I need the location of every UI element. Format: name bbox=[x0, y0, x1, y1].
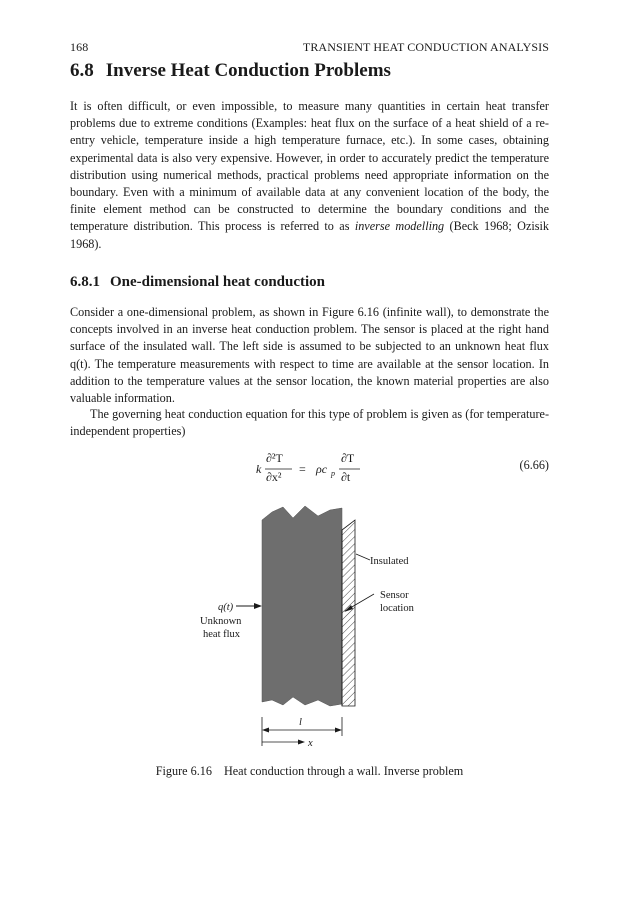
eq-rhs-coef: ρc bbox=[316, 462, 328, 476]
label-flux-q: q(t) bbox=[218, 602, 234, 613]
eq-rhs-num: ∂T bbox=[341, 451, 355, 465]
paragraph-3-text: The governing heat conduction equation for this type of problem is given as (for temperature-independent properties) bbox=[70, 407, 549, 439]
label-insulated: Insulated bbox=[370, 556, 409, 567]
page-number: 168 bbox=[70, 40, 89, 54]
body-paragraph-2: Consider a one-dimensional problem, as shown in Figure 6.16 (infinite wall), to demonstrate the concepts involved in an inverse heat conduction problem. The sensor is placed at the right hand surface of the insulated wall. The left side is assumed to be subjected to an unknown heat flux q(t). The temperature measurements with respect to time are available at the sensor location. In addition to the temperature values at the sensor location, the known material properties are also valuable information. bbox=[70, 305, 549, 406]
eq-rhs-den: ∂t bbox=[341, 470, 351, 484]
label-flux-unknown: Unknown bbox=[200, 616, 242, 627]
label-x: x bbox=[308, 738, 313, 749]
intro-text-2: (Beck 1968; Ozisik 1968). bbox=[70, 219, 549, 251]
equation-number: (6.66) bbox=[519, 458, 549, 472]
intro-text-1: It is often difficult, or even impossible, to measure many quantities in certain heat transfer problems due to extreme conditions (Examples: heat flux on the surface of a heat shield of a re-entry vehicle, temperature inside a high temperature furnace, etc.). In some cases, obtaining experimental data is also very expensive. However, in order to accurately predict the temperature distribution using numerical methods, practical problems need appropriate information on the boundary. Even with a minimum of available data at any convenient location of the body, the finite element method can be constructed to determine the boundary conditions and the temperature distribution. This process is referred to as bbox=[70, 99, 549, 234]
insulation-layer bbox=[342, 520, 355, 706]
section-title: Inverse Heat Conduction Problems bbox=[105, 60, 391, 81]
intro-emphasis: inverse modelling bbox=[354, 219, 445, 234]
eq-lhs-num: ∂²T bbox=[266, 451, 283, 465]
subsection-number: 6.8.1 bbox=[70, 274, 100, 290]
eq-lhs-den: ∂x² bbox=[266, 470, 282, 484]
caption-text: Heat conduction through a wall. Inverse problem bbox=[223, 764, 464, 778]
eq-rhs-sub: p bbox=[331, 469, 335, 478]
label-length: l bbox=[299, 717, 302, 728]
section-number: 6.8 bbox=[70, 60, 94, 81]
label-flux-heatflux: heat flux bbox=[203, 629, 241, 640]
running-head-title: TRANSIENT HEAT CONDUCTION ANALYSIS bbox=[302, 40, 549, 54]
label-sensor-2: location bbox=[380, 603, 414, 614]
figure-caption bbox=[0, 764, 619, 779]
wall-body bbox=[262, 506, 342, 706]
eq-lhs-coef: k bbox=[256, 462, 262, 476]
label-sensor-1: Sensor bbox=[380, 590, 409, 601]
eq-equals: = bbox=[299, 462, 306, 476]
subsection-title: One-dimensional heat conduction bbox=[110, 274, 326, 290]
caption-number: Figure 6.16 bbox=[155, 764, 212, 778]
